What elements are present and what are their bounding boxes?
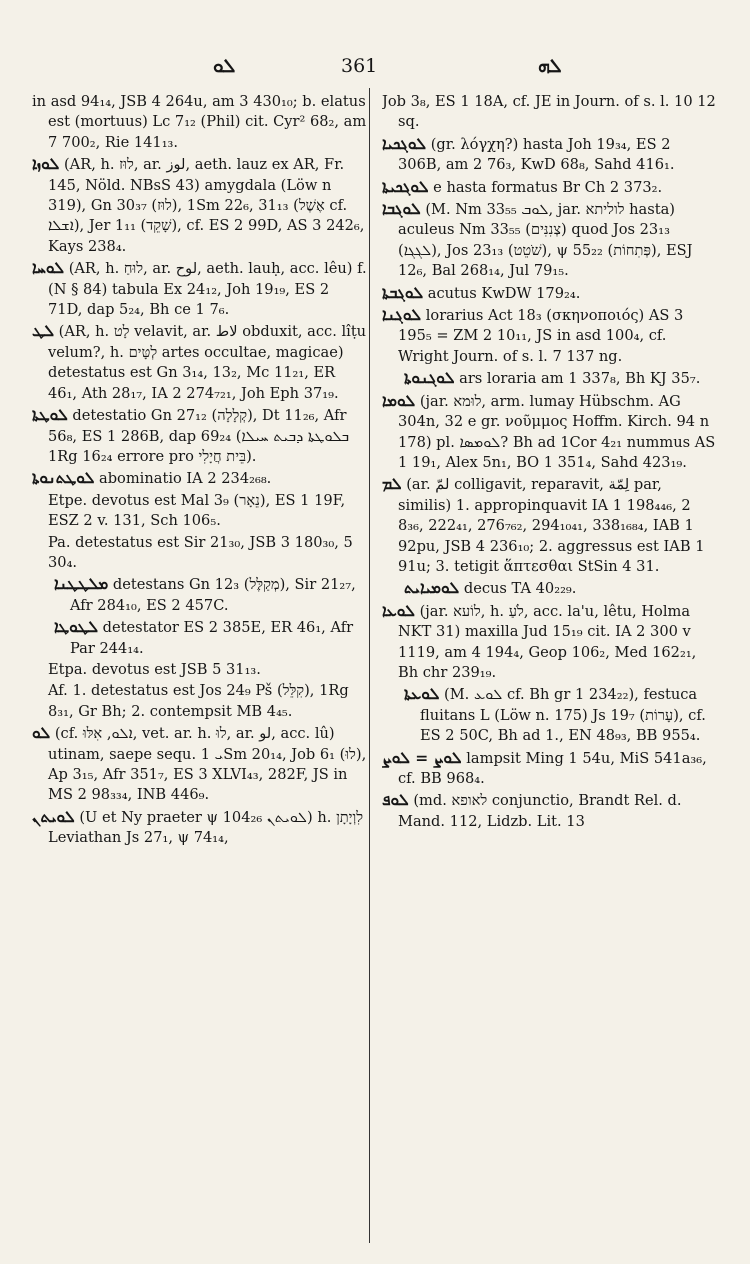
entry-text: acutus KwDW 179₂₄. [427,284,581,302]
entry-text: (AR, h. לוּחַ, ar. لوح, aeth. lauḥ, acc. lêu) f. (N § 84) tabula Ex 24₁₂, Joh 19₁₉, ES 2 71D, dap 5₂₄, Bh ce 1 7₆. [48,260,367,319]
column-rule [369,88,370,1243]
entry-headword: ܠܘܚܐ [32,259,65,278]
entry-text: Etpe. devotus est Mal 3₉ (נֵאָר), ES 1 19F, ESZ 2 v. 131, Sch 106₅. [48,491,346,530]
dictionary-entry [382,684,718,746]
entry-headword: ܠܘܙܐ [32,155,60,174]
dictionary-entry [382,578,718,599]
entry-headword: ܠܘܓܟܝܬܐ [382,177,429,196]
entry-text: (AR, h. לָט velavit, ar. لاط obduxit, acc. lîṭu velum?, h. לְטָּים artes occultae, magicae) detestatus est Gn 3₁₄, 13₂, Mc 11₂₁, ER 46₁, Ath 28₁₇, IA 2 274₇₂₁, Joh Eph 37₁₉. [48,323,367,402]
entry-text: (M. Nm 33₅₅ ܠܘܒ, jar. לוליתא hasta) aculeus Nm 33₅₅ (צְנִנִּים) quod Jos 23₁₃ (ܠܓܓܐ), Jos 23₁₃ (שֹׁטֵט), ψ 55₂₂ (פְּתִחוֹת), ESJ 12₆, Bal 268₁₄, Jul 79₁₅. [398,201,693,280]
entry-text: in asd 94₁₄, JSB 4 264u, am 3 430₁₀; b. elatus est (mortuus) Lc 7₁₂ (Phil) cit. Cyr² 68₂, am 7 700₂, Rie 141₁₃. [32,93,367,151]
page-number: 361 [341,55,378,77]
dictionary-entry [32,574,368,616]
dictionary-entry [32,258,368,320]
dictionary-entry [32,491,368,532]
dictionary-entry [32,92,368,153]
dictionary-entry [382,368,718,389]
entry-text: Etpa. devotus est JSB 5 31₁₃. [48,660,261,678]
left-column [32,92,368,1242]
entry-text: e hasta formatus Br Ch 2 373₂. [433,178,663,196]
entry-headword: ܠܘܛܬܐ [32,406,68,425]
dictionary-entry [382,134,718,176]
entry-headword: ܠܘܥܬܐ [404,685,440,704]
entry-headword: ܠܛܘܛܐ [54,618,99,637]
dictionary-entry [382,601,718,684]
header-right-guide-word: ܠܗ [538,55,562,77]
dictionary-entry [382,474,718,577]
entry-headword: ܠܘܡܝܐܝܬ [404,579,460,598]
entry-text: (U et Ny praeter ψ 104₂₆ ܠܘܝܬܢ) h. לִוְיָתָן Leviathan Js 27₁, ψ 74₁₄, [48,808,364,847]
entry-text: Job 3₈, ES 1 18A, cf. JE in Journ. of s. l. 10 12 sq. [382,93,716,131]
entry-headword: ܡܠܛܛܢܐ [54,575,109,594]
dictionary-entry [32,723,368,806]
entry-headword: ܠܛ [32,322,54,341]
entry-text: ars loraria am 1 337₈, Bh KJ 35₇. [459,370,701,388]
dictionary-entry [32,617,368,659]
entry-headword: ܠܘܥܐ [382,601,415,620]
dictionary-entry [382,199,718,282]
dictionary-entry [382,305,718,367]
entry-text: (jar. לוֹעא, h. לֹעַ, acc. la'u, lêtu, Holma NKT 31) maxilla Jud 15₁₉ cit. IA 2 300 v 1119, am 4 194₄, Geop 106₂, Med 162₂₁, Bh chr 239₁₉. [398,602,697,681]
entry-headword: ܠܘܓܒܬܐ [382,283,424,302]
entry-headword: ܠܘܛܬܢܘܬܐ [32,469,95,488]
dictionary-entry [382,283,718,304]
dictionary-entry [32,468,368,489]
entry-headword: ܠܘ [32,724,51,743]
entry-text: (AR, h. לוּז, ar. لوز, aeth. lauz ex AR, Fr. 145, Nöld. NBsS 43) amygdala (Löw n 319), Gn 30₃₇ (לוּז), 1Sm 22₆, 31₁₃ (אֶשֶׁל cf. ܐܫܠܐ), Jer 1₁₁ (שָׁקֵד), cf. ES 2 99D, AS 3 242₆, Kays 238₄. [48,156,365,255]
right-column [382,92,718,1242]
dictionary-entry [32,533,368,574]
dictionary-entry [382,177,718,198]
dictionary-entry [32,154,368,257]
dictionary-entry [32,807,368,849]
entry-text: lampsit Ming 1 54u, MiS 541a₃₆, cf. BB 968₄. [398,749,707,787]
entry-text: decus TA 40₂₂₉. [463,580,577,598]
entry-headword: ܠܘܦ [382,791,409,810]
dictionary-entry [32,405,368,467]
dictionary-entry [32,660,368,680]
entry-text: detestator ES 2 385E, ER 46₁, Afr Par 244₁₄. [70,619,354,657]
entry-text: lorarius Act 18₃ (σκηνοποιός) AS 3 195₅ = ZM 2 10₁₁, JS in asd 100₄, cf. Wright Journ. of s. l. 7 137 ng. [398,307,684,365]
dictionary-entry [382,748,718,790]
entry-headword: ܠܘܓܢܘܬܐ [404,369,455,388]
entry-text: (cf. ܐܠܘ, אִלּוּ, vet. ar. h. לוּ, ar. لو, acc. lû) utinam, saepe sequ. ܝ 1Sm 20₁₄, Job 6₁ (לוּ), Ap 3₁₅, Afr 351₇, ES 3 XLVI₄₃, 282F, JS in MS 2 98₃₃₄, INB 446₉. [48,725,367,804]
entry-headword: ܠܘܡܐ [382,391,416,410]
entry-headword: ܠܘܓܟܝܐ [382,134,427,153]
entry-headword: ܠܘܓܒܐ [382,200,421,219]
entry-text: (ar. لمّ colligavit, reparavit, لِمّة par, similis) 1. appropinquavit IA 1 198₄₄₆, 2 8₃₆, 222₄₁, 276₇₆₂, 294₁₀₄₁, 338₁₆₈₄, IAB 1 92pu, JSB 4 236₁₀; 2. aggressus est IAB 1 91u; 3. tetigit ἅπτεσθαι StSin 4 31. [398,476,705,575]
entry-headword: ܠܘܝܬܢ [32,807,75,826]
dictionary-entry [382,92,718,133]
entry-text: abominatio IA 2 234₂₆₈. [99,470,272,488]
entry-text: (gr. λόγχη?) hasta Joh 19₃₄, ES 2 306B, am 2 76₃, KwD 68₈, Sahd 416₁. [398,135,675,174]
dictionary-entry [32,321,368,404]
entry-headword: ܠܡ [382,475,402,494]
page-header [0,55,750,83]
entry-text: detestatio Gn 27₁₂ (קְלָלָה), Dt 11₂₆, Afr 56₈, ES 1 286B, dap 69₂₄ (ܒܠܘܛܬܐ ܕܒܝܬ ܚܝܠܐ 1Rg 16₂₄ errore pro בֵּית חֲיָלִי). [48,407,350,465]
entry-text: (md. לאופא conjunctio, Brandt Rel. d. Mand. 112, Lidzb. Lit. 13 [398,792,682,830]
entry-text: detestans Gn 12₃ (מְקַלֶּל), Sir 21₂₇, Afr 284₁₀, ES 2 457C. [70,576,356,614]
header-left-guide-word: ܠܘ [213,55,236,77]
entry-headword: ܠܘܓܢܐ [382,306,422,325]
entry-text: (M. ܠܘܥ cf. Bh gr 1 234₂₂), festuca fluitans L (Löw n. 175) Js 19₇ (עָרוֹת), cf. ES 2 50C, Bh ad 1., EN 48₉₃, BB 955₄. [420,686,706,745]
entry-text: (jar. לוּמא, arm. lumay Hübschm. AG 304n, 32 e gr. νοῦμμος Hoffm. Kirch. 94 n 178) pl. ܠܘܡܣܐ? Bh ad 1Cor 4₂₁ nummus AS 1 19₁, Alex 5n₁, BO 1 351₄, Sahd 423₁₉. [398,392,716,471]
entry-headword: ܠܘܨ = ܠܘܨ [382,748,462,767]
dictionary-entry [32,681,368,722]
entry-text: Pa. detestatus est Sir 21₃₀, JSB 3 180₃₀, 5 30₄. [48,533,353,571]
dictionary-entry [382,790,718,832]
dictionary-entry [382,391,718,474]
entry-text: Af. 1. detestatus est Jos 24₉ Pš (קִלֵּל), 1Rg 8₃₁, Gr Bh; 2. contempsit MB 4₄₅. [48,682,349,720]
